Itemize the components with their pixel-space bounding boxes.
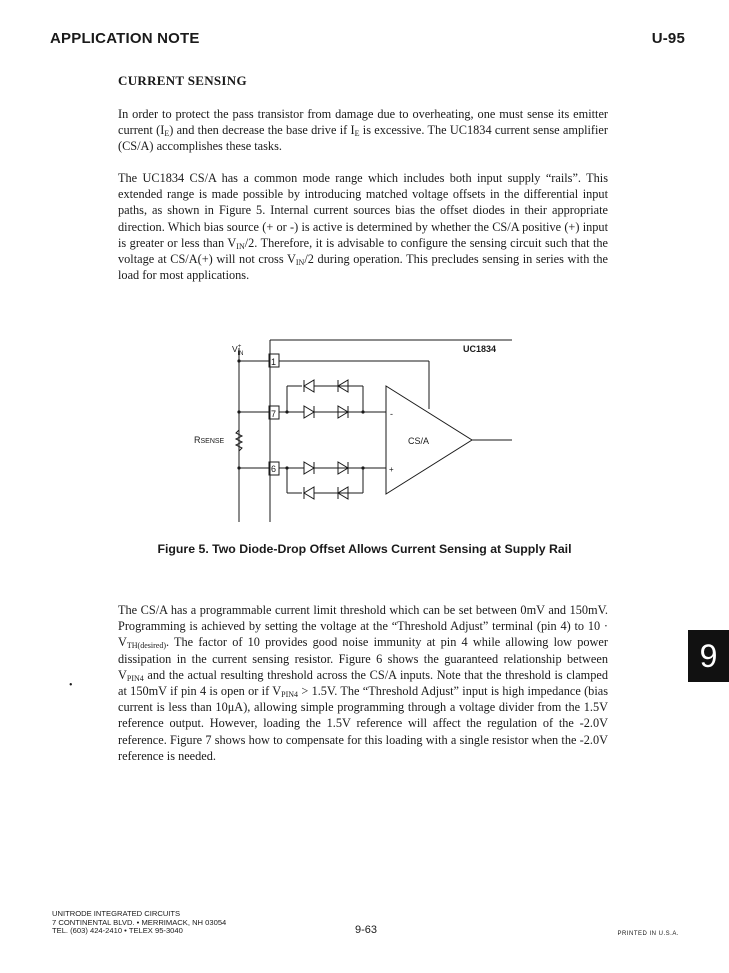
footer-phone: TEL. (603) 424-2410 • TELEX 95-3040 xyxy=(52,926,183,936)
section-tab: 9 xyxy=(688,630,729,682)
section-title: CURRENT SENSING xyxy=(118,73,247,88)
footer-street: 7 CONTINENTAL BLVD. • MERRIMACK, NH 03054 xyxy=(52,917,227,927)
header-page-code: U-95 xyxy=(651,30,685,47)
vin-label: V+ IN xyxy=(232,343,244,357)
chip-label: UC1834 xyxy=(463,344,497,354)
amp-label: CS/A xyxy=(408,436,430,446)
figure-caption: Figure 5. Two Diode-Drop Offset Allows Current Sensing at Supply Rail xyxy=(157,542,572,556)
rsense-label: RSENSE xyxy=(194,435,225,445)
pin-7-label: 7 xyxy=(271,409,277,419)
pin-1-label: 1 xyxy=(271,357,277,367)
amp-plus-label: + xyxy=(389,465,394,474)
paragraph-threshold: The CS/A has a programmable current limit threshold which can be set between 0mV and 150mV. Programming is achieved by setting the voltage at the “Threshold Adjust” terminal (pin 4) to $10 \cdot V_{TH(desired)}$. The factor of 10 provides good noise immunity at pin 4 while allowing low power dissipation in the current sensing resistor. Figure 6 shows the guaranteed relationship between $V_{PIN4}$ and the actual resulting threshold across the CS/A inputs. Note that the threshold is clamped at 150mV if pin 4 is open or if $V_{PIN4} > 1.5V$. The “Threshold Adjust” input is high impedance (bias current is less than 10μA), allowing simple programming through a voltage divider from the 1.5V reference output. However, loading the 1.5V reference will affect the regulation of the -2.0V reference. Figure 7 shows how to compensate for this loading with a single resistor when the -2.0V reference is needed. xyxy=(118,603,608,763)
amp-minus-label: - xyxy=(390,409,393,419)
footer-company: UNITRODE INTEGRATED CIRCUITS xyxy=(52,909,181,918)
paragraph-intro: In order to protect the pass transistor from damage due to overheating, one must sense its emitter current $(I_E)$ and then decrease the base drive if $I_E$ is excessive. The UC1834 current sense amplifier (CS/A) accomplishes these tasks. xyxy=(118,107,608,154)
footer-address xyxy=(52,910,226,936)
pin-6-label: 6 xyxy=(271,464,277,474)
printed-notice: PRINTED IN U.S.A. xyxy=(617,931,679,937)
header-title: APPLICATION NOTE xyxy=(50,30,200,47)
paragraph-common-mode: The UC1834 CS/A has a common mode range which includes both input supply “rails”. This extended range is made possible by introducing matched voltage offsets in the differential input paths, as shown in Figure 5. Internal current sources bias the offset diodes in their appropriate direction. Which bias source (+ or -) is active is determined by whether the CS/A positive (+) input is greater or less than $V_{IN}/2$. Therefore, it is advisable to configure the sensing circuit such that the voltage at CS/A(+) will not cross $V_{IN}/2$ during operation. This precludes sensing in series with the load for most applications. xyxy=(118,171,608,283)
page-number: 9-63 xyxy=(355,924,378,936)
stray-mark: • xyxy=(69,680,73,691)
